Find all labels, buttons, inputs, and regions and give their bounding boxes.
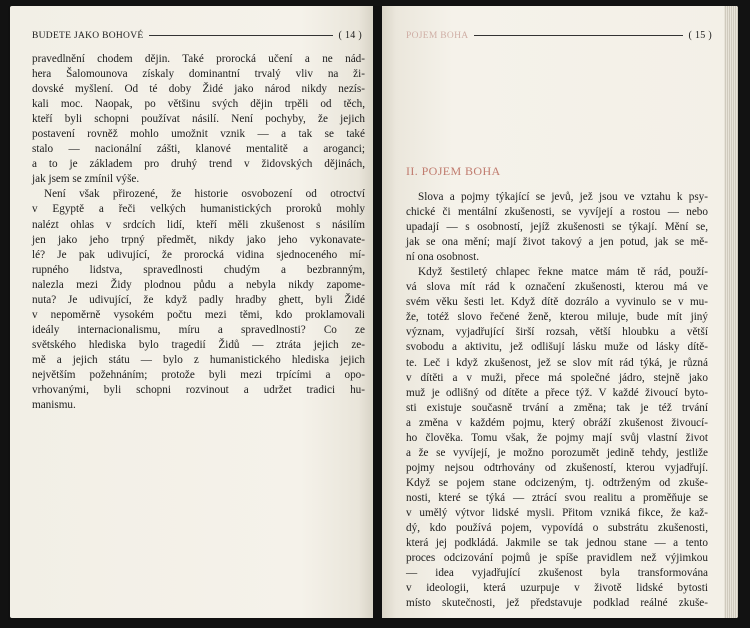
left-running-header xyxy=(32,30,362,41)
text-line: ho člověka. Tomu však, že pojmy mají svůj vlastní život xyxy=(406,431,708,444)
text-line: největším požehnáním; protože byli mezi trpícími a opo- xyxy=(32,368,365,381)
text-line: lé? Je pak udivující, že prorocká vidina sjednoceného mí- xyxy=(32,248,365,261)
text-line: pojmy nejsou odtrhovány od zkušeností, kterou vyjadřují. xyxy=(406,461,708,474)
text-line: význam, vyjadřující širší rozsah, větší hloubku a větší xyxy=(406,326,708,339)
left-page-body xyxy=(32,52,365,413)
chapter-title xyxy=(406,164,501,179)
text-line: místo skutečnosti, jež představuje podklad reálné zkuše- xyxy=(406,597,708,610)
text-line: rupného lidstva, spravedlnosti chudým a bezbranným, xyxy=(32,263,365,276)
chapter-title-text: II. POJEM BOHA xyxy=(406,164,501,178)
text-line: te. Leč i když zkušenost, jež se slov mít rád týká, je různá xyxy=(406,356,708,369)
text-line: jak se ona mění; mají život takový a jen potud, jak se mě- xyxy=(406,236,708,249)
text-line: svém věku šesti let. Když dítě dozrálo a vyvinulo se v mu- xyxy=(406,296,708,309)
right-page-number: ( 15 ) xyxy=(688,30,712,41)
text-line: kali moc. Naopak, po většinu svých dějin trpěli od těch, xyxy=(32,98,365,111)
text-line: v umělý výtvor lidské mysli. Přitom vzniká fikce, že kaž- xyxy=(406,506,708,519)
text-line: Když šestiletý chlapec řekne matce mám tě rád, použí- xyxy=(418,266,708,279)
text-line: hera Šalomounova získaly dominantní trvalý vliv na ži- xyxy=(32,68,365,81)
text-line: v ideologii, která uzurpuje v životě lidské bytosti xyxy=(406,582,708,595)
text-line: upadají — s osobností, jejíž zkušenosti se týkají. Mění se, xyxy=(406,221,708,234)
text-line: stalo — nacionální zášti, klanové mentalitě a aroganci; xyxy=(32,143,365,156)
text-line: svobodu a aktivitu, jež odlišují lásku muže od lásky dítě- xyxy=(406,341,708,354)
text-line: proces odcizování pojmů je spíše pravidlem než výjimkou xyxy=(406,552,708,565)
text-line: že, totéž slovo řečené ženě, kterou miluje, bude mít jiný xyxy=(406,311,708,324)
text-line: nuta? Je udivující, že když padly hradby ghett, byli Židé xyxy=(32,293,365,306)
text-line: sti existuje současně trvání a změna; tak je též trvání xyxy=(406,401,708,414)
text-line: a že se vyvíjejí, je možno porozumět jedině tehdy, jestliže xyxy=(406,446,708,459)
text-line: a to je základem pro druhý trend v židovských dějinách, xyxy=(32,158,365,171)
left-page xyxy=(10,6,373,618)
text-line: vrhovanými, byli schopni rozvinout a udržet tradici hu- xyxy=(32,384,365,397)
text-line: a změna v každém pojmu, který obráží zkušenost živoucí- xyxy=(406,416,708,429)
text-line: manismu. xyxy=(32,399,76,412)
text-line: chické či mentální zkušenosti, se vyvíjejí a rostou — nebo xyxy=(406,206,708,219)
text-line: — idea vyjadřující zkušenost byla transformována xyxy=(406,567,708,580)
text-line: muž je odlišný od dítěte a přece týž. V každé živoucí byto- xyxy=(406,386,708,399)
header-rule xyxy=(149,35,332,36)
text-line: jak jsem se zmínil výše. xyxy=(32,173,140,186)
text-line: která jej podkládá. Jakmile se tak jednou stane — a tento xyxy=(406,537,708,550)
text-line: pravedlnění chodem dějin. Také prorocká učení a ne nád- xyxy=(32,53,365,65)
text-line: mě a jejich státu — bylo z humanistického hlediska jejich xyxy=(32,353,365,366)
text-line: nalézt ohlas v srdcích lidí, kteří měli zkušenost s násilím xyxy=(32,218,365,231)
text-line: nalezla mezi Židy plodnou půdu a nebyla nikdy zapome- xyxy=(32,278,365,291)
text-line: postavení rovněž mohlo umožnit vznik — a tak se také xyxy=(32,128,365,141)
text-line: kteří byli schopni používat násilí. Není pochyby, že jejich xyxy=(32,113,365,126)
header-rule xyxy=(474,35,682,36)
left-page-number: ( 14 ) xyxy=(338,30,362,41)
text-line: Není však přirozené, že historie osvobození od otroctví xyxy=(44,188,365,201)
text-line: světského hlediska bylo tragedií Židů — ztráta jejich ze- xyxy=(32,338,365,351)
right-running-head-title: POJEM BOHA xyxy=(406,30,469,41)
text-line: ideály internacionalismu, míru a spravedlnosti? Co ze xyxy=(32,323,365,336)
text-line: Slova a pojmy týkající se jevů, jež jsou ve vztahu k psy- xyxy=(418,191,708,203)
text-line: v nepoměrně vysokém počtu mezi těmi, kdo proklamovali xyxy=(32,308,365,321)
text-line: v dítěti a v muži, přece má společné jádro, stejně jako xyxy=(406,371,708,384)
text-line: dý, kdo používá pojem, vypovídá o substrátu zkušenosti, xyxy=(406,522,708,535)
text-line: vá slova mít rád k označení zkušenosti, kterou má ve xyxy=(406,281,708,294)
right-page xyxy=(382,6,738,618)
right-page-body xyxy=(406,190,708,611)
text-line: nosti, které se týká — ztrácí svou realitu a proměňuje se xyxy=(406,491,708,504)
book-spread xyxy=(8,6,740,620)
left-running-head-title: BUDETE JAKO BOHOVÉ xyxy=(32,30,144,41)
text-line: jen jako jeho trpný předmět, nikdy jako jeho vykonavate- xyxy=(32,233,365,246)
text-line: dovské myšlení. Od té doby Židé jako národ nikdy nezís- xyxy=(32,83,365,96)
right-running-header xyxy=(406,30,712,41)
text-line: v Egyptě a řeči velkých humanistických proroků mohly xyxy=(32,203,365,216)
text-line: ní ona osobnost. xyxy=(406,251,480,264)
text-line: Když se pojem stane odcizeným, tj. odtrženým od zkuše- xyxy=(406,476,708,489)
